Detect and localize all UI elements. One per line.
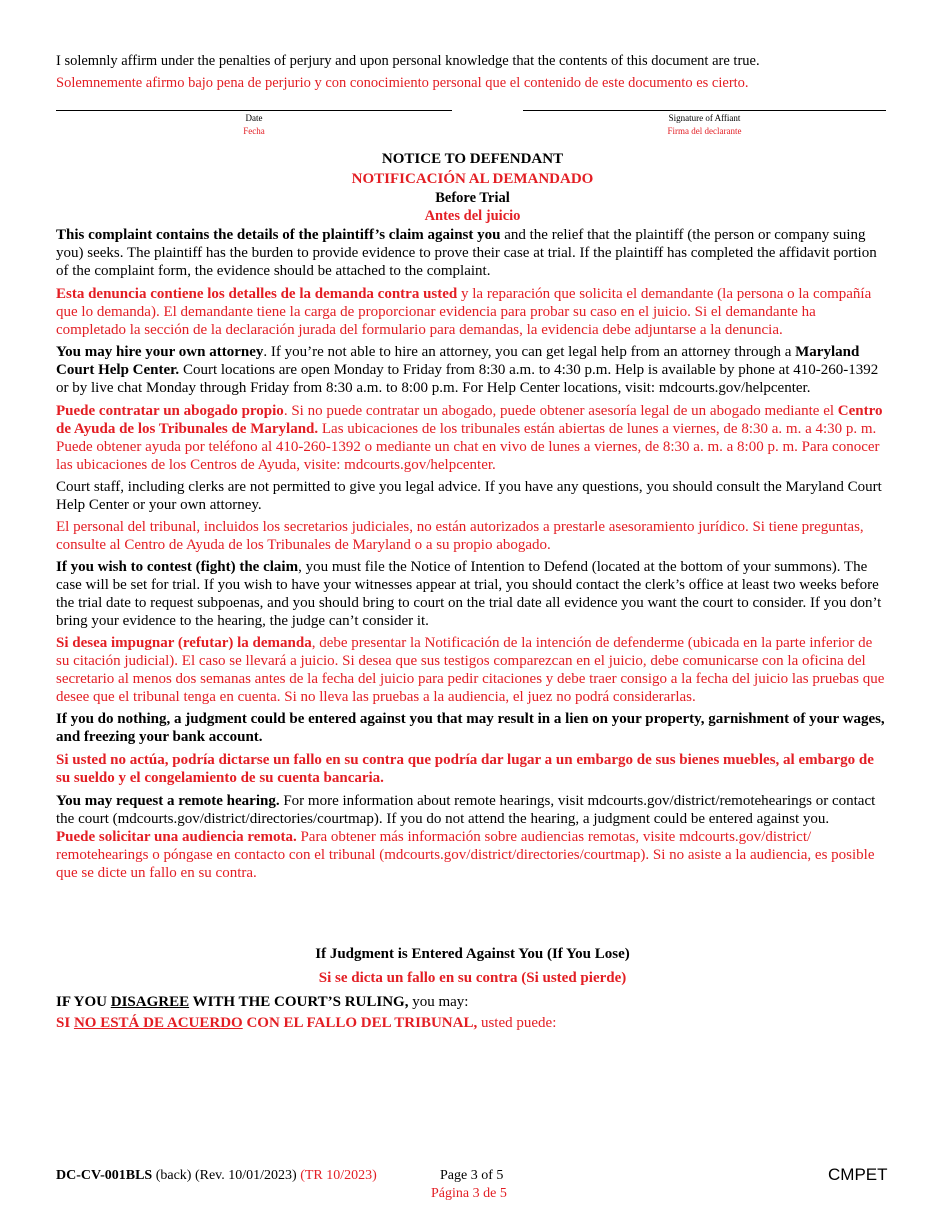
text: For more information about remote hearings, visit mdcourts.gov/district/remotehearings or contact the court (mdcourts.gov/district/directories/courtmap). If you do not attend the hearing, a judgment could be entered against you. <box>56 793 876 827</box>
text: y la reparación que solicita el demandante (la persona o la compañía que lo demanda). El demandante tiene la carga de proporcionar evidencia para probar su caso en el juicio. Si el demandante ha completado la sección de la declaración jurada del formulario para demandas, la evidencia debe adjuntarse a la denuncia. <box>56 286 872 338</box>
form-rev: (back) (Rev. 10/01/2023) <box>152 1168 301 1183</box>
bold-lead: You may request a remote hearing. <box>56 793 280 809</box>
text: NO ESTÁ DE ACUERDO <box>73 1015 243 1031</box>
paragraph-complaint <box>56 226 886 280</box>
text: Para obtener más información sobre audiencias remotas, visite mdcourts.gov/district/ remotehearings o póngase en contacto con el tribunal (mdcourts.gov/district/directories/courtmap). Si no asiste a la audiencia, es posible que se dicte un fallo en su contra. <box>56 829 875 881</box>
text: Court locations are open Monday to Friday from 8:30 a.m. to 4:30 p.m. Help is available by phone at 410-260-1392 or by live chat Monday through Friday from 8:30 a.m. to 8:00 p.m. For Help Center locations, visit: mdcourts.gov/helpcenter. <box>56 362 879 396</box>
paragraph-court-staff-es: El personal del tribunal, incluidos los secretarios judiciales, no están autorizados a prestarle asesoramiento jurídico. Si tiene preguntas, consulte al Centro de Ayuda de los Tribunales de Maryland o a su propio abogado. <box>56 519 864 553</box>
bold-lead: Si desea impugnar (refutar) la demanda <box>56 635 312 651</box>
form-code: CMPET <box>828 1165 888 1184</box>
disagree-line-es <box>56 1015 556 1032</box>
paragraph-remote-hearing-es <box>56 828 886 882</box>
text: . Si no puede contratar un abogado, puede obtener asesoría legal de un abogado mediante el <box>283 403 838 419</box>
affirmation-en: I solemnly affirm under the penalties of perjury and upon personal knowledge that the contents of this document are true. <box>56 53 760 69</box>
paragraph-contest <box>56 558 886 630</box>
paragraph-contest-es <box>56 634 886 706</box>
signature-line[interactable] <box>523 110 886 111</box>
text: usted puede: <box>477 1015 557 1031</box>
text: . If you’re not able to hire an attorney, you can get legal help from an attorney through a <box>263 344 796 360</box>
text: DISAGREE <box>110 994 190 1010</box>
page-number-es: Página 3 de 5 <box>431 1186 507 1201</box>
text: WITH THE COURT’S RULING, <box>189 994 409 1010</box>
bold-lead: Puede solicitar una audiencia remota. <box>56 829 297 845</box>
date-label-es: Fecha <box>243 126 265 136</box>
form-id: DC-CV-001BLS <box>56 1168 153 1183</box>
form-identifier <box>56 1168 377 1184</box>
text: IF YOU <box>56 994 111 1010</box>
paragraph-do-nothing: If you do nothing, a judgment could be entered against you that may result in a lien on your property, garnishment of your wages, and freezing your bank account. <box>56 711 885 745</box>
form-tr: (TR 10/2023) <box>300 1168 377 1183</box>
notice-subtitle: Before Trial <box>435 190 510 206</box>
notice-subtitle-es: Antes del juicio <box>424 208 521 224</box>
bold-lead: This complaint contains the details of the plaintiff’s claim against you <box>56 227 501 243</box>
judgment-heading-es: Si se dicta un fallo en su contra (Si usted pierde) <box>318 970 627 986</box>
paragraph-court-staff: Court staff, including clerks are not permitted to give you legal advice. If you have any questions, you should consult the Maryland Court Help Center or your own attorney. <box>56 479 882 513</box>
signature-label: Signature of Affiant <box>668 113 741 123</box>
bold-inline: Maryland Court Help Center. <box>56 344 860 378</box>
notice-title: NOTICE TO DEFENDANT <box>381 151 564 167</box>
text: CON EL FALLO DEL TRIBUNAL, <box>242 1015 478 1031</box>
bold-lead: If you wish to contest (fight) the claim <box>56 559 299 575</box>
paragraph-attorney-es <box>56 402 886 474</box>
text: SI <box>56 1015 74 1031</box>
notice-body <box>56 226 886 882</box>
signature-label-es: Firma del declarante <box>667 126 742 136</box>
page-number: Page 3 of 5 <box>440 1168 504 1183</box>
bold-lead: You may hire your own attorney <box>56 344 264 360</box>
paragraph-complaint-es <box>56 285 886 339</box>
date-line[interactable] <box>56 110 452 111</box>
text: Las ubicaciones de los tribunales están abiertas de lunes a viernes, de 8:30 a. m. a 4:30 p. m. Puede obtener ayuda por teléfono al 410-260-1392 o mediante un chat en vivo de lunes a viernes, de 8:30 a. m. a 8:00 p. m. Para conocer las ubicaciones de los Centros de Ayuda, visite: mdcourts.gov/helpcenter. <box>56 421 880 473</box>
disagree-line <box>56 994 468 1011</box>
notice-title-es: NOTIFICACIÓN AL DEMANDADO <box>351 171 594 187</box>
paragraph-do-nothing-es: Si usted no actúa, podría dictarse un fallo en su contra que podría dar lugar a un embargo de sus bienes muebles, al embargo de su sueldo y el congelamiento de su cuenta bancaria. <box>56 752 874 786</box>
date-label: Date <box>245 113 263 123</box>
text: and the relief that the plaintiff (the person or company suing you) seeks. The plaintiff has the burden to provide evidence to prove their case at trial. If the plaintiff has completed the affidavit portion of the complaint form, the evidence should be attached to the complaint. <box>56 227 877 279</box>
bold-lead: Puede contratar un abogado propio <box>56 403 284 419</box>
bold-inline: Centro de Ayuda de los Tribunales de Maryland. <box>56 403 883 437</box>
paragraph-attorney <box>56 343 886 397</box>
text: you may: <box>408 994 469 1010</box>
text: , debe presentar la Notificación de la intención de defenderme (ubicada en la parte inferior de su citación judicial). El caso se llevará a juicio. Si desea que sus testigos comparezcan en el juicio, debe comunicarse con la oficina del secretario al menos dos semanas antes de la fecha del juicio para pedir citaciones y debe traer consigo a la fecha del juicio las pruebas que desee que el tribunal tenga en cuenta. Si no lleva las pruebas a la audiencia, el juez no podrá considerarlas. <box>56 635 885 705</box>
judgment-heading: If Judgment is Entered Against You (If You Lose) <box>315 946 630 962</box>
affirmation-es: Solemnemente afirmo bajo pena de perjurio y con conocimiento personal que el contenido de este documento es cierto. <box>56 75 749 91</box>
paragraph-remote-hearing <box>56 792 886 828</box>
text: , you must file the Notice of Intention to Defend (located at the bottom of your summons). The case will be set for trial. If you wish to have your witnesses appear at trial, you should contact the clerk’s office at least two weeks before the trial date to request subpoenas, and you should bring to court on the trial date all evidence you want the court to consider. If you don’t bring your evidence to the hearing, the judge can’t consider it. <box>56 559 882 629</box>
bold-lead: Esta denuncia contiene los detalles de la demanda contra usted <box>56 286 458 302</box>
